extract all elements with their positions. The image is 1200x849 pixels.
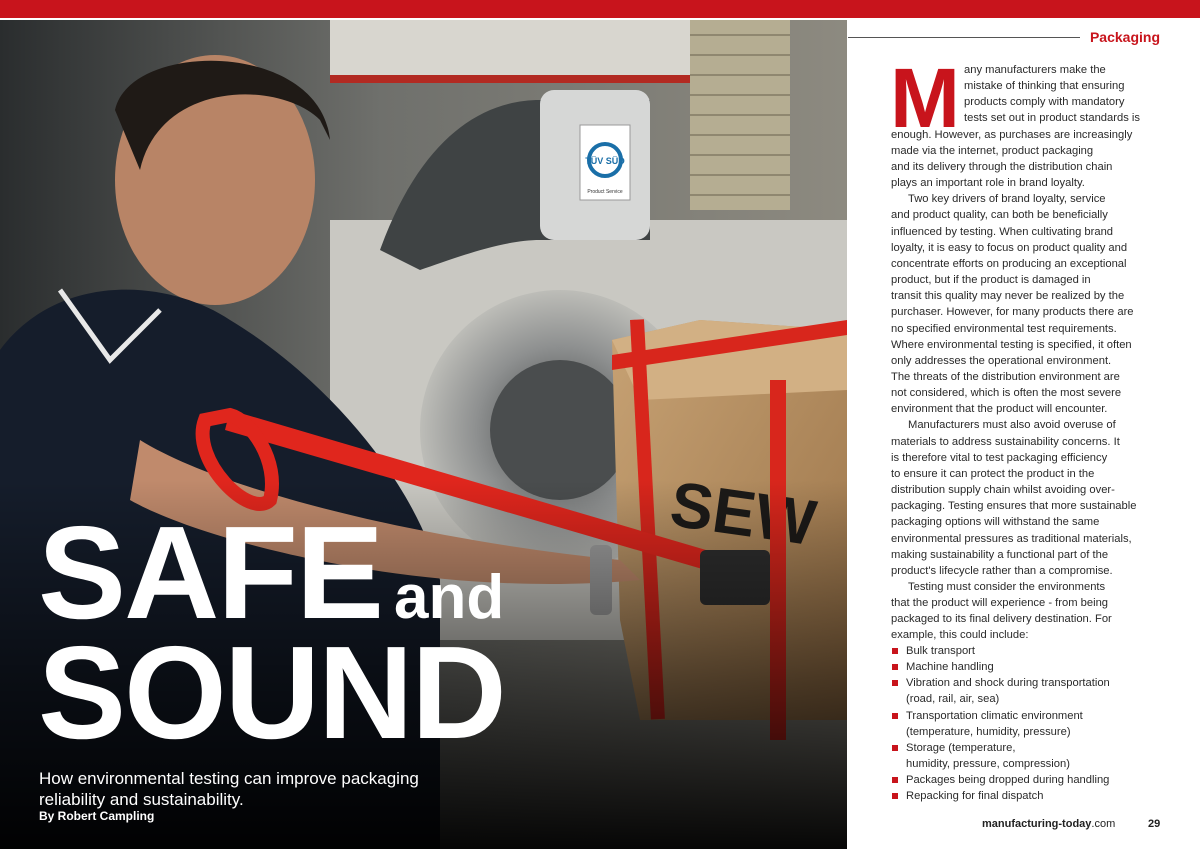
body-line: Two key drivers of brand loyalty, service — [908, 193, 1106, 206]
body-line: plays an important role in brand loyalty. — [891, 177, 1085, 190]
body-line: any manufacturers make the — [964, 64, 1106, 76]
list-item — [891, 659, 1166, 675]
body-line: products comply with mandatory — [964, 96, 1125, 109]
body-line: Testing must consider the environments — [908, 581, 1106, 593]
footer-site-name[interactable]: manufacturing-today — [982, 818, 1092, 830]
body-line: mistake of thinking that ensuring — [964, 80, 1125, 93]
section-rule — [848, 37, 1080, 38]
list-item-text: (road, rail, air, sea) — [906, 693, 1000, 706]
list-item — [891, 740, 1166, 772]
body-line: that the product will experience - from being — [891, 597, 1109, 610]
list-item-text: Storage (temperature, — [906, 741, 1016, 754]
byline: By Robert Campling — [39, 809, 155, 823]
body-line: distribution supply chain whilst avoiding over- — [891, 484, 1115, 497]
list-item-text: Transportation climatic environment — [906, 709, 1083, 722]
body-line: transit this quality may never be realized by the — [891, 290, 1125, 303]
body-line: Manufacturers must also avoid overuse of — [908, 419, 1116, 432]
body-line: product's lifecycle rather than a compromise. — [891, 564, 1113, 577]
footer-site-suffix[interactable]: .com — [1091, 818, 1116, 830]
bullet-square-icon — [892, 777, 898, 783]
list-item — [891, 788, 1166, 804]
list-item — [891, 675, 1166, 707]
body-line: is therefore vital to test packaging efficiency — [891, 451, 1108, 464]
headline-and: and — [394, 563, 505, 632]
body-line: and product quality, can both be beneficially — [891, 209, 1108, 222]
bullet-square-icon — [892, 793, 898, 799]
list-item-text: Vibration and shock during transportation — [906, 677, 1110, 690]
standfirst: How environmental testing can improve packaging reliability and sustainability. — [39, 769, 419, 809]
body-line: no specified environmental test requirements. — [891, 322, 1117, 335]
bullet-square-icon — [892, 680, 898, 686]
hero-photo — [0, 20, 847, 849]
list-item — [891, 708, 1166, 740]
list-item-text: humidity, pressure, compression) — [906, 758, 1070, 771]
body-line: concentrate efforts on producing an exceptional — [891, 257, 1127, 270]
tuv-label-subtext: Product Service — [587, 189, 623, 195]
body-line: environment that the product will encounter. — [891, 403, 1108, 416]
environment-list — [891, 643, 1166, 805]
body-line: materials to address sustainability concerns. It — [891, 435, 1120, 448]
headline-safe: SAFE — [38, 499, 383, 646]
body-line: packaged to its final delivery destination. For — [891, 613, 1112, 626]
body-line: making sustainability a functional part of the — [891, 548, 1109, 561]
body-line: purchaser. However, for many products there are — [891, 306, 1134, 319]
body-line: product, but if the product is damaged in — [891, 274, 1091, 287]
list-item-text: Machine handling — [906, 661, 994, 674]
list-item-text: Packages being dropped during handling — [906, 774, 1110, 787]
body-line: Where environmental testing is specified, it often — [891, 338, 1132, 351]
list-item-text: (temperature, humidity, pressure) — [906, 725, 1071, 738]
body-line: enough. However, as purchases are increasingly — [891, 128, 1133, 141]
headline-line-2: SOUND — [38, 619, 505, 766]
tuv-label-text: TÜV SÜD — [585, 156, 625, 166]
list-item-text: Bulk transport — [906, 645, 976, 657]
footer-site-link[interactable] — [982, 818, 1115, 830]
bullet-square-icon — [892, 745, 898, 751]
page-number: 29 — [1148, 818, 1161, 830]
body-line: environmental pressures as traditional materials, — [891, 532, 1132, 545]
list-item — [891, 772, 1166, 788]
body-line: only addresses the operational environment. — [891, 354, 1112, 367]
article-body — [891, 62, 1163, 644]
bullet-square-icon — [892, 648, 898, 654]
body-line: The threats of the distribution environment are — [891, 370, 1120, 383]
bullet-square-icon — [892, 713, 898, 719]
bullet-square-icon — [892, 664, 898, 670]
body-line: made via the internet, product packaging — [891, 144, 1094, 157]
body-line: not considered, which is often the most severe — [891, 387, 1122, 400]
body-line: packaging options will withstand the same — [891, 516, 1100, 529]
body-line: tests set out in product standards is — [964, 112, 1140, 125]
section-label: Packaging — [1089, 29, 1160, 45]
body-line: packaging. Testing ensures that more sustainable — [891, 500, 1137, 513]
list-item-text: Repacking for final dispatch — [906, 790, 1044, 803]
drop-cap: M — [890, 51, 960, 145]
body-line: and its delivery through the distribution chain — [891, 160, 1113, 173]
body-line: influenced by testing. When cultivating brand — [891, 225, 1114, 238]
body-line: example, this could include: — [891, 629, 1029, 642]
top-color-bar — [0, 0, 1200, 18]
body-line: loyalty, it is easy to focus on product quality and — [891, 241, 1128, 254]
list-item — [891, 643, 1166, 659]
body-line: to ensure it can protect the product in the — [891, 467, 1095, 480]
control-panel — [330, 20, 690, 80]
